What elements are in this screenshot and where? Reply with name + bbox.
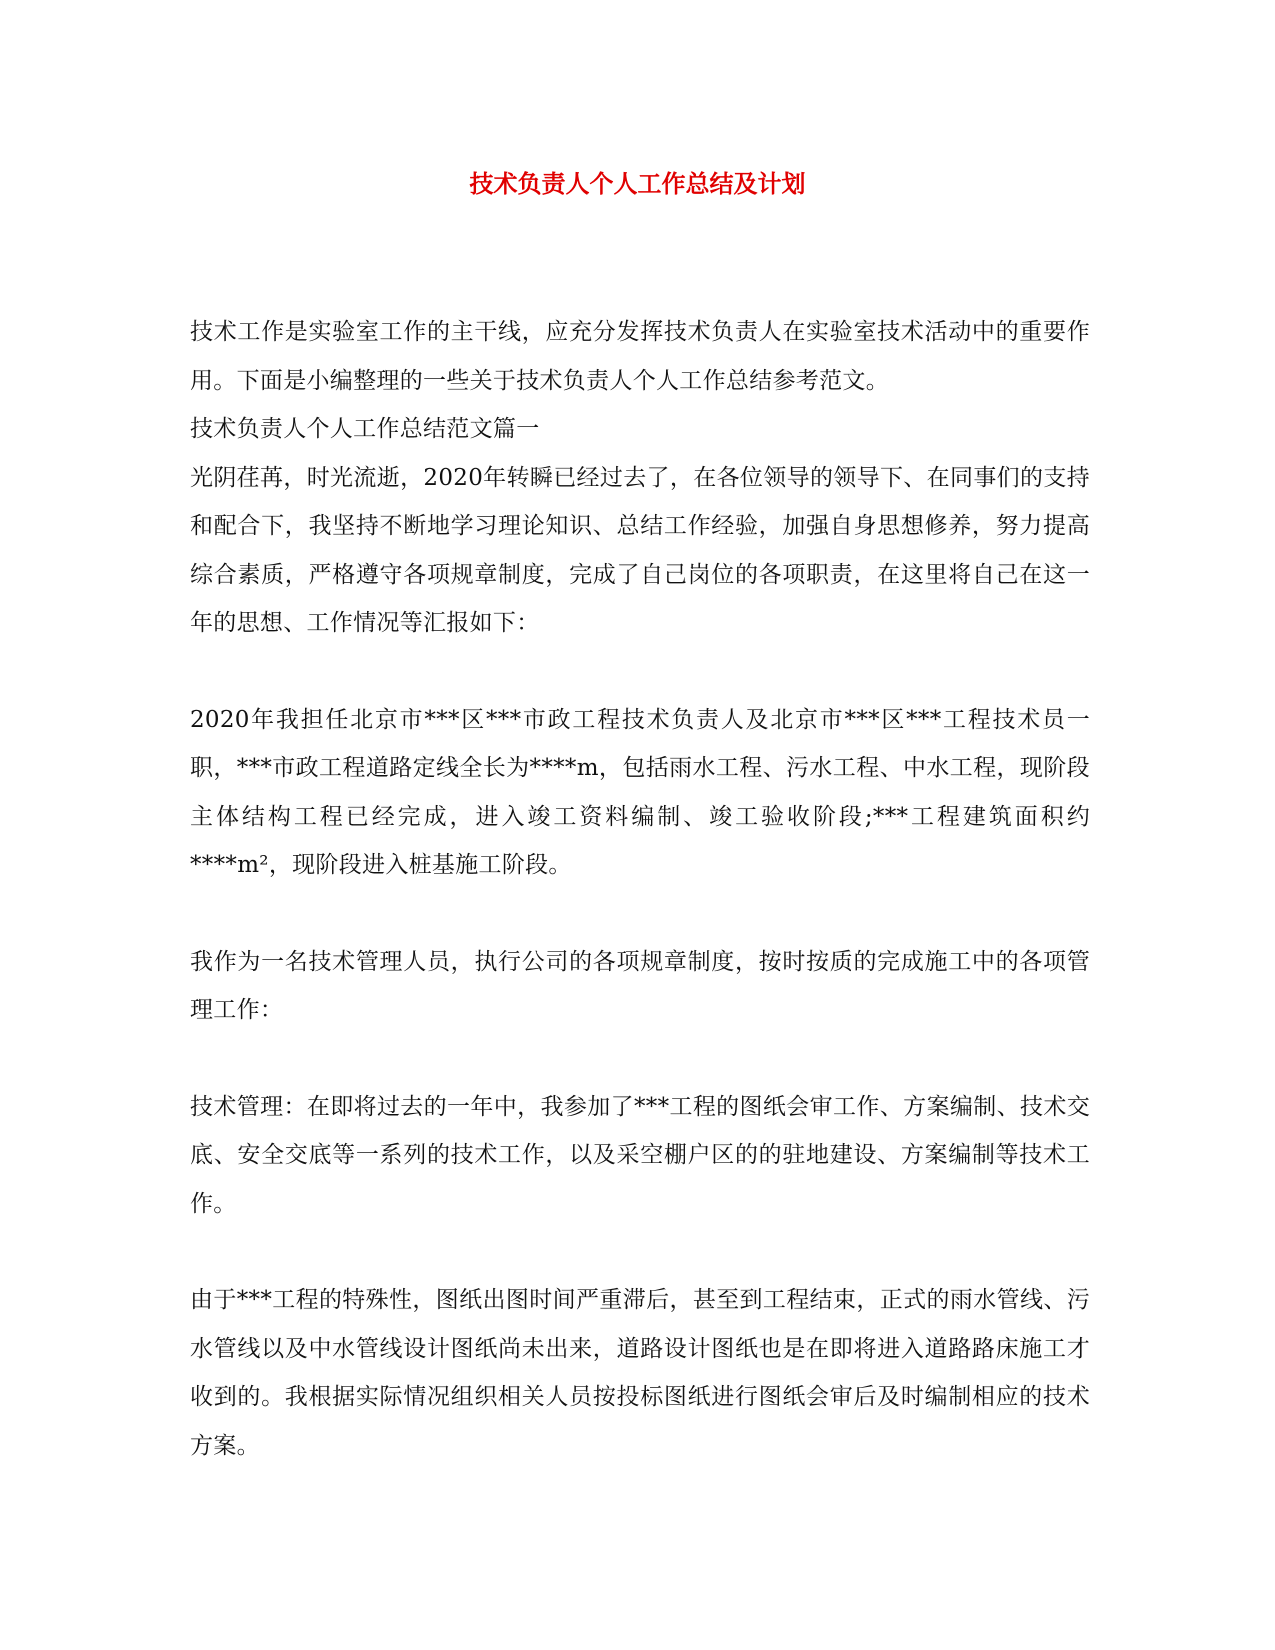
section-heading: 技术负责人个人工作总结范文篇一 bbox=[190, 416, 540, 442]
paragraph-intro: 技术工作是实验室工作的主干线，应充分发挥技术负责人在实验室技术活动中的重要作用。下面是小编整理的一些关于技术负责人个人工作总结参考范文。 bbox=[190, 319, 1090, 394]
document-body bbox=[190, 308, 1090, 1470]
paragraph-role: 我作为一名技术管理人员，执行公司的各项规章制度，按时按质的完成施工中的各项管理工作： bbox=[190, 948, 1090, 1023]
paragraph-projects: 2020年我担任北京市***区***市政工程技术负责人及北京市***区***工程技术员一职，***市政工程道路定线全长为****m，包括雨水工程、污水工程、中水工程，现阶段主体结构工程已经完成，进入竣工资料编制、竣工验收阶段;***工程建筑面积约****m²，现阶段进入桩基施工阶段。 bbox=[190, 706, 1090, 878]
document-title: 技术负责人个人工作总结及计划 bbox=[469, 170, 806, 198]
paragraph-opening: 光阴荏苒，时光流逝，2020年转瞬已经过去了，在各位领导的领导下、在同事们的支持和配合下，我坚持不断地学习理论知识、总结工作经验，加强自身思想修养，努力提高综合素质，严格遵守各项规章制度，完成了自己岗位的各项职责，在这里将自己在这一年的思想、工作情况等汇报如下： bbox=[190, 464, 1090, 636]
paragraph-technical-management: 技术管理：在即将过去的一年中，我参加了***工程的图纸会审工作、方案编制、技术交底、安全交底等一系列的技术工作，以及采空棚户区的的驻地建设、方案编制等技术工作。 bbox=[190, 1093, 1090, 1217]
paragraph-drawings: 由于***工程的特殊性，图纸出图时间严重滞后，甚至到工程结束，正式的雨水管线、污水管线以及中水管线设计图纸尚未出来，道路设计图纸也是在即将进入道路路床施工才收到的。我根据实际情况组织相关人员按投标图纸进行图纸会审后及时编制相应的技术方案。 bbox=[190, 1287, 1090, 1459]
